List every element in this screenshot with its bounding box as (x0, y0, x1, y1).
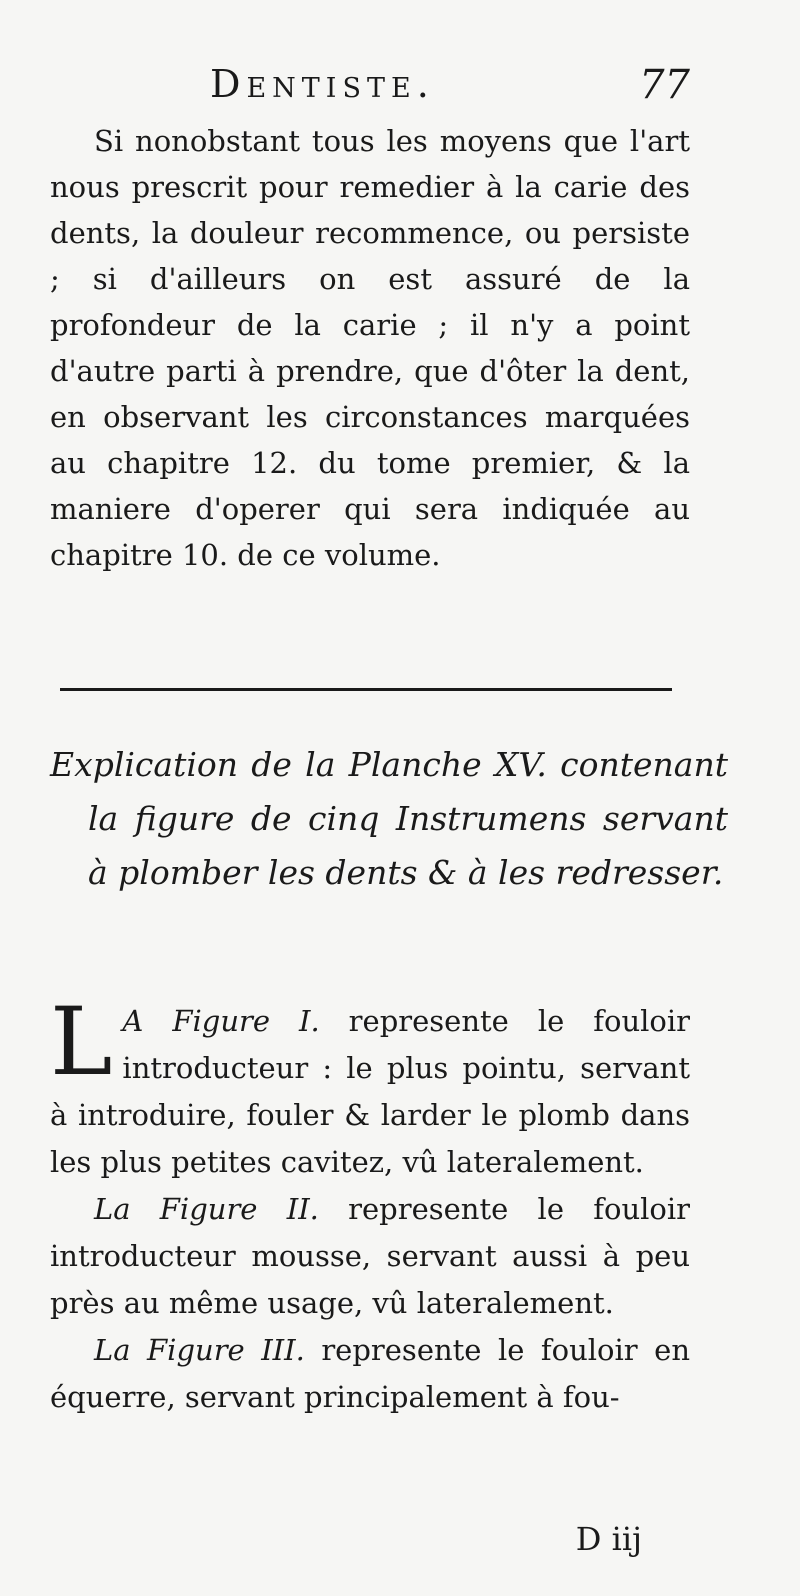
drop-cap: L (50, 988, 113, 1097)
figure-2-text: represente le fouloir introducteur mousse, servant aussi à peu près au même usage, vû lateralement. (50, 1192, 690, 1320)
running-title: Dentiste. (210, 62, 435, 106)
figure-2-label: La Figure II. (94, 1192, 319, 1226)
signature-mark: D iij (575, 1520, 642, 1558)
plate-heading: Explication de la Planche XV. contenant la figure de cinq Instrumens servant à plomber les dents & à les redresser. (50, 745, 728, 892)
figure-1-text: represente le fouloir introducteur : le plus pointu, servant à introduire, fouler & larder le plomb dans les plus petites cavitez, vû lateralement. (50, 1004, 690, 1179)
figure-1-label: A Figure I. (122, 1004, 320, 1038)
section-rule (60, 688, 672, 691)
figure-3-paragraph (50, 1327, 690, 1421)
figure-3-label: La Figure III. (94, 1333, 305, 1367)
page-header (50, 62, 690, 122)
page-number: 77 (639, 62, 690, 108)
figure-1-paragraph (50, 988, 690, 1186)
paragraph-carie: Si nonobstant tous les moyens que l'art nous prescrit pour remedier à la carie des dents, la douleur recommence, ou persiste ; si d'ailleurs on est assuré de la profondeur de la carie ; il n'y a point d'autre parti à prendre, que d'ôter la dent, en observant les circonstances marquées au chapitre 12. du tome premier, & la maniere d'operer qui sera indiquée au chapitre 10. de ce volume. (50, 124, 690, 572)
figure-2-paragraph (50, 1186, 690, 1327)
figure-3-text: represente le fouloir en équerre, servant principalement à fou- (50, 1333, 691, 1414)
figure-explanations (50, 988, 691, 1421)
